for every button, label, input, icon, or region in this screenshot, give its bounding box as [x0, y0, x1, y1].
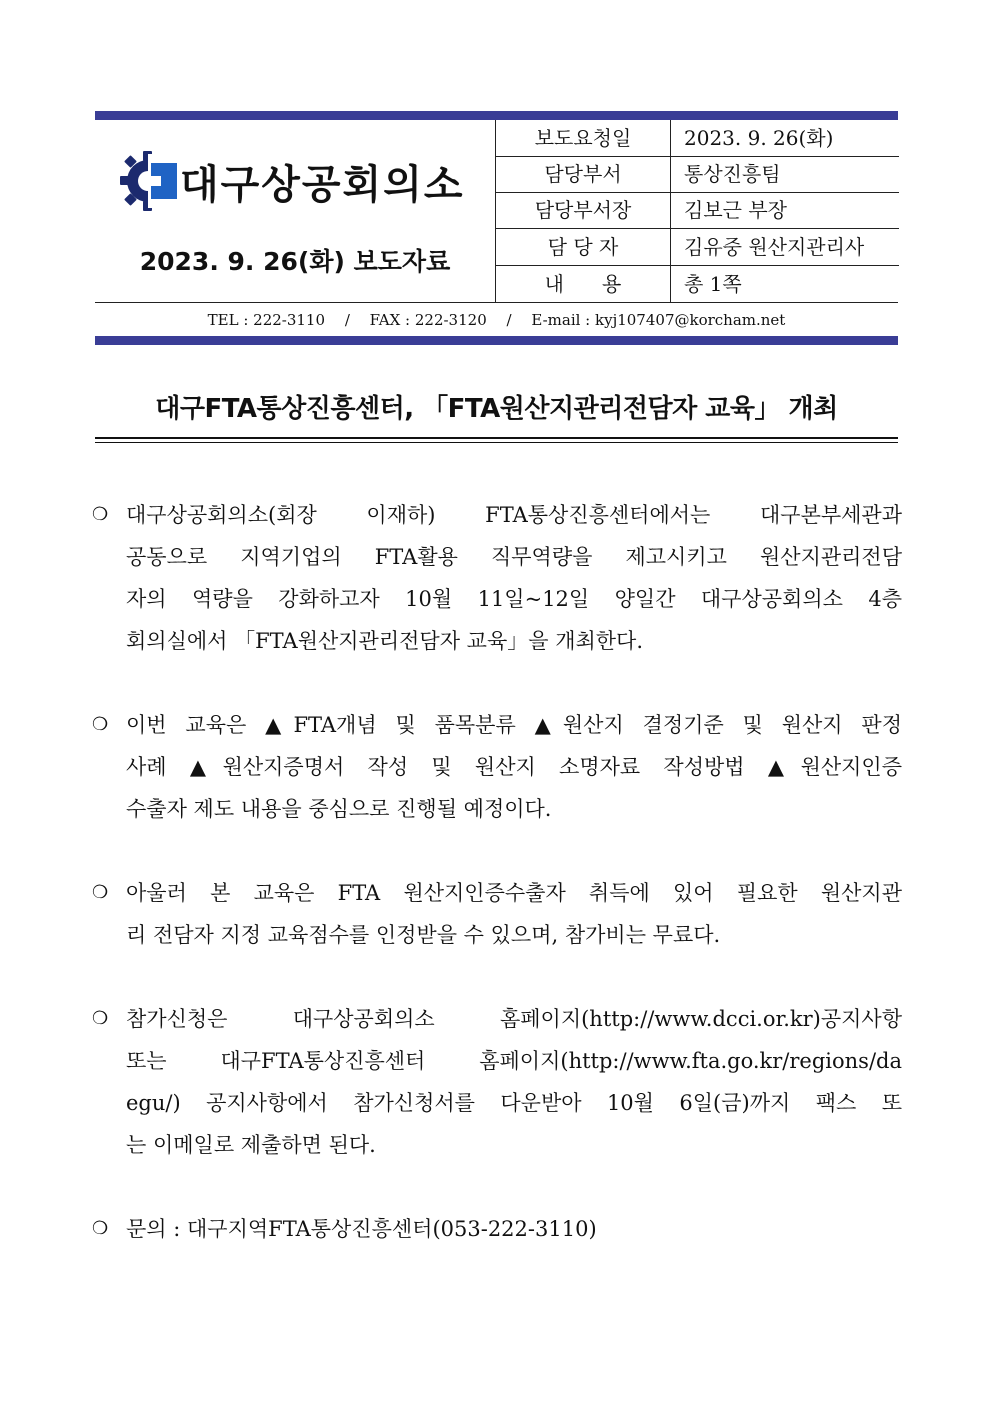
info-row	[496, 192, 899, 229]
info-value: 김유중 원산지관리사	[684, 235, 865, 259]
gear-logo-icon	[118, 149, 178, 213]
info-key: 내 용	[496, 266, 671, 302]
contact-divider	[95, 302, 898, 303]
contact-tel: TEL : 222-3110	[207, 311, 326, 329]
brand-block	[95, 120, 495, 302]
contact-separator: /	[506, 311, 512, 329]
paragraph-line: 회의실에서 「FTA원산지관리전담자 교육」을 개최한다.	[126, 629, 644, 653]
paragraph-line: 아울러 본 교육은 FTA 원산지인증수출자 취득에 있어 필요한 원산지관	[126, 881, 902, 905]
info-key: 담 당 자	[496, 229, 671, 265]
contact-separator: /	[344, 311, 350, 329]
info-key: 담당부서	[496, 156, 671, 192]
paragraph-line: 자의 역량을 강화하고자 10월 11일~12일 양일간 대구상공회의소 4층	[126, 587, 902, 611]
bullet-icon: ❍	[92, 714, 109, 735]
info-row	[496, 229, 899, 266]
header-top-bar	[95, 111, 898, 120]
headline-rule-thick	[95, 437, 898, 439]
headline-rule-thin	[95, 442, 898, 443]
headline: 대구FTA통상진흥센터, 「FTA원산지관리전담자 교육」 개최	[155, 394, 838, 424]
info-value: 2023. 9. 26(화)	[684, 126, 834, 150]
paragraph-intro	[92, 494, 902, 662]
info-value: 통상진흥팀	[684, 162, 781, 186]
org-logo	[118, 149, 498, 213]
bullet-icon: ❍	[92, 882, 109, 903]
info-row	[496, 266, 899, 302]
info-value: 김보근 부장	[684, 198, 787, 222]
info-row	[496, 120, 899, 157]
bullet-icon: ❍	[92, 504, 109, 525]
contact-email: E-mail : kyj107407@korcham.net	[531, 311, 786, 329]
paragraph-registration	[92, 998, 902, 1166]
paragraph-line: egu/) 공지사항에서 참가신청서를 다운받아 10월 6일(금)까지 팩스 또	[126, 1091, 902, 1115]
paragraph-line: 참가신청은 대구상공회의소 홈페이지(http://www.dcci.or.kr)공지사항	[126, 1007, 902, 1031]
press-header	[95, 120, 898, 302]
paragraph-benefits	[92, 872, 902, 956]
paragraph-line: 이번 교육은 ▲FTA개념 및 품목분류 ▲원산지 결정기준 및 원산지 판정	[126, 713, 902, 737]
header-bottom-bar	[95, 336, 898, 345]
info-value: 총 1쪽	[684, 272, 742, 296]
info-table	[495, 120, 899, 302]
paragraph-line: 사례 ▲원산지증명서 작성 및 원산지 소명자료 작성방법 ▲원산지인증	[126, 755, 902, 779]
paragraph-curriculum	[92, 704, 902, 830]
contact-fax: FAX : 222-3120	[369, 311, 487, 329]
paragraph-line: 공동으로 지역기업의 FTA활용 직무역량을 제고시키고 원산지관리전담	[126, 545, 902, 569]
release-date-label: 2023. 9. 26(화) 보도자료	[139, 247, 451, 276]
info-key: 담당부서장	[496, 192, 671, 228]
paragraph-inquiry	[92, 1208, 902, 1250]
paragraph-line: 또는 대구FTA통상진흥센터 홈페이지(http://www.fta.go.kr/regions/da	[126, 1049, 902, 1073]
paragraph-line: 문의 : 대구지역FTA통상진흥센터(053-222-3110)	[126, 1217, 597, 1241]
info-key: 보도요청일	[496, 120, 671, 156]
contact-line	[95, 304, 898, 336]
paragraph-line: 는 이메일로 제출하면 된다.	[126, 1133, 376, 1157]
org-name: 대구상공회의소	[180, 162, 465, 208]
info-row	[496, 156, 899, 193]
paragraph-line: 수출자 제도 내용을 중심으로 진행될 예정이다.	[126, 797, 552, 821]
paragraph-line: 리 전담자 지정 교육점수를 인정받을 수 있으며, 참가비는 무료다.	[126, 923, 721, 947]
paragraph-line: 대구상공회의소(회장 이재하) FTA통상진흥센터에서는 대구본부세관과	[126, 503, 902, 527]
bullet-icon: ❍	[92, 1008, 109, 1029]
bullet-icon: ❍	[92, 1218, 109, 1239]
